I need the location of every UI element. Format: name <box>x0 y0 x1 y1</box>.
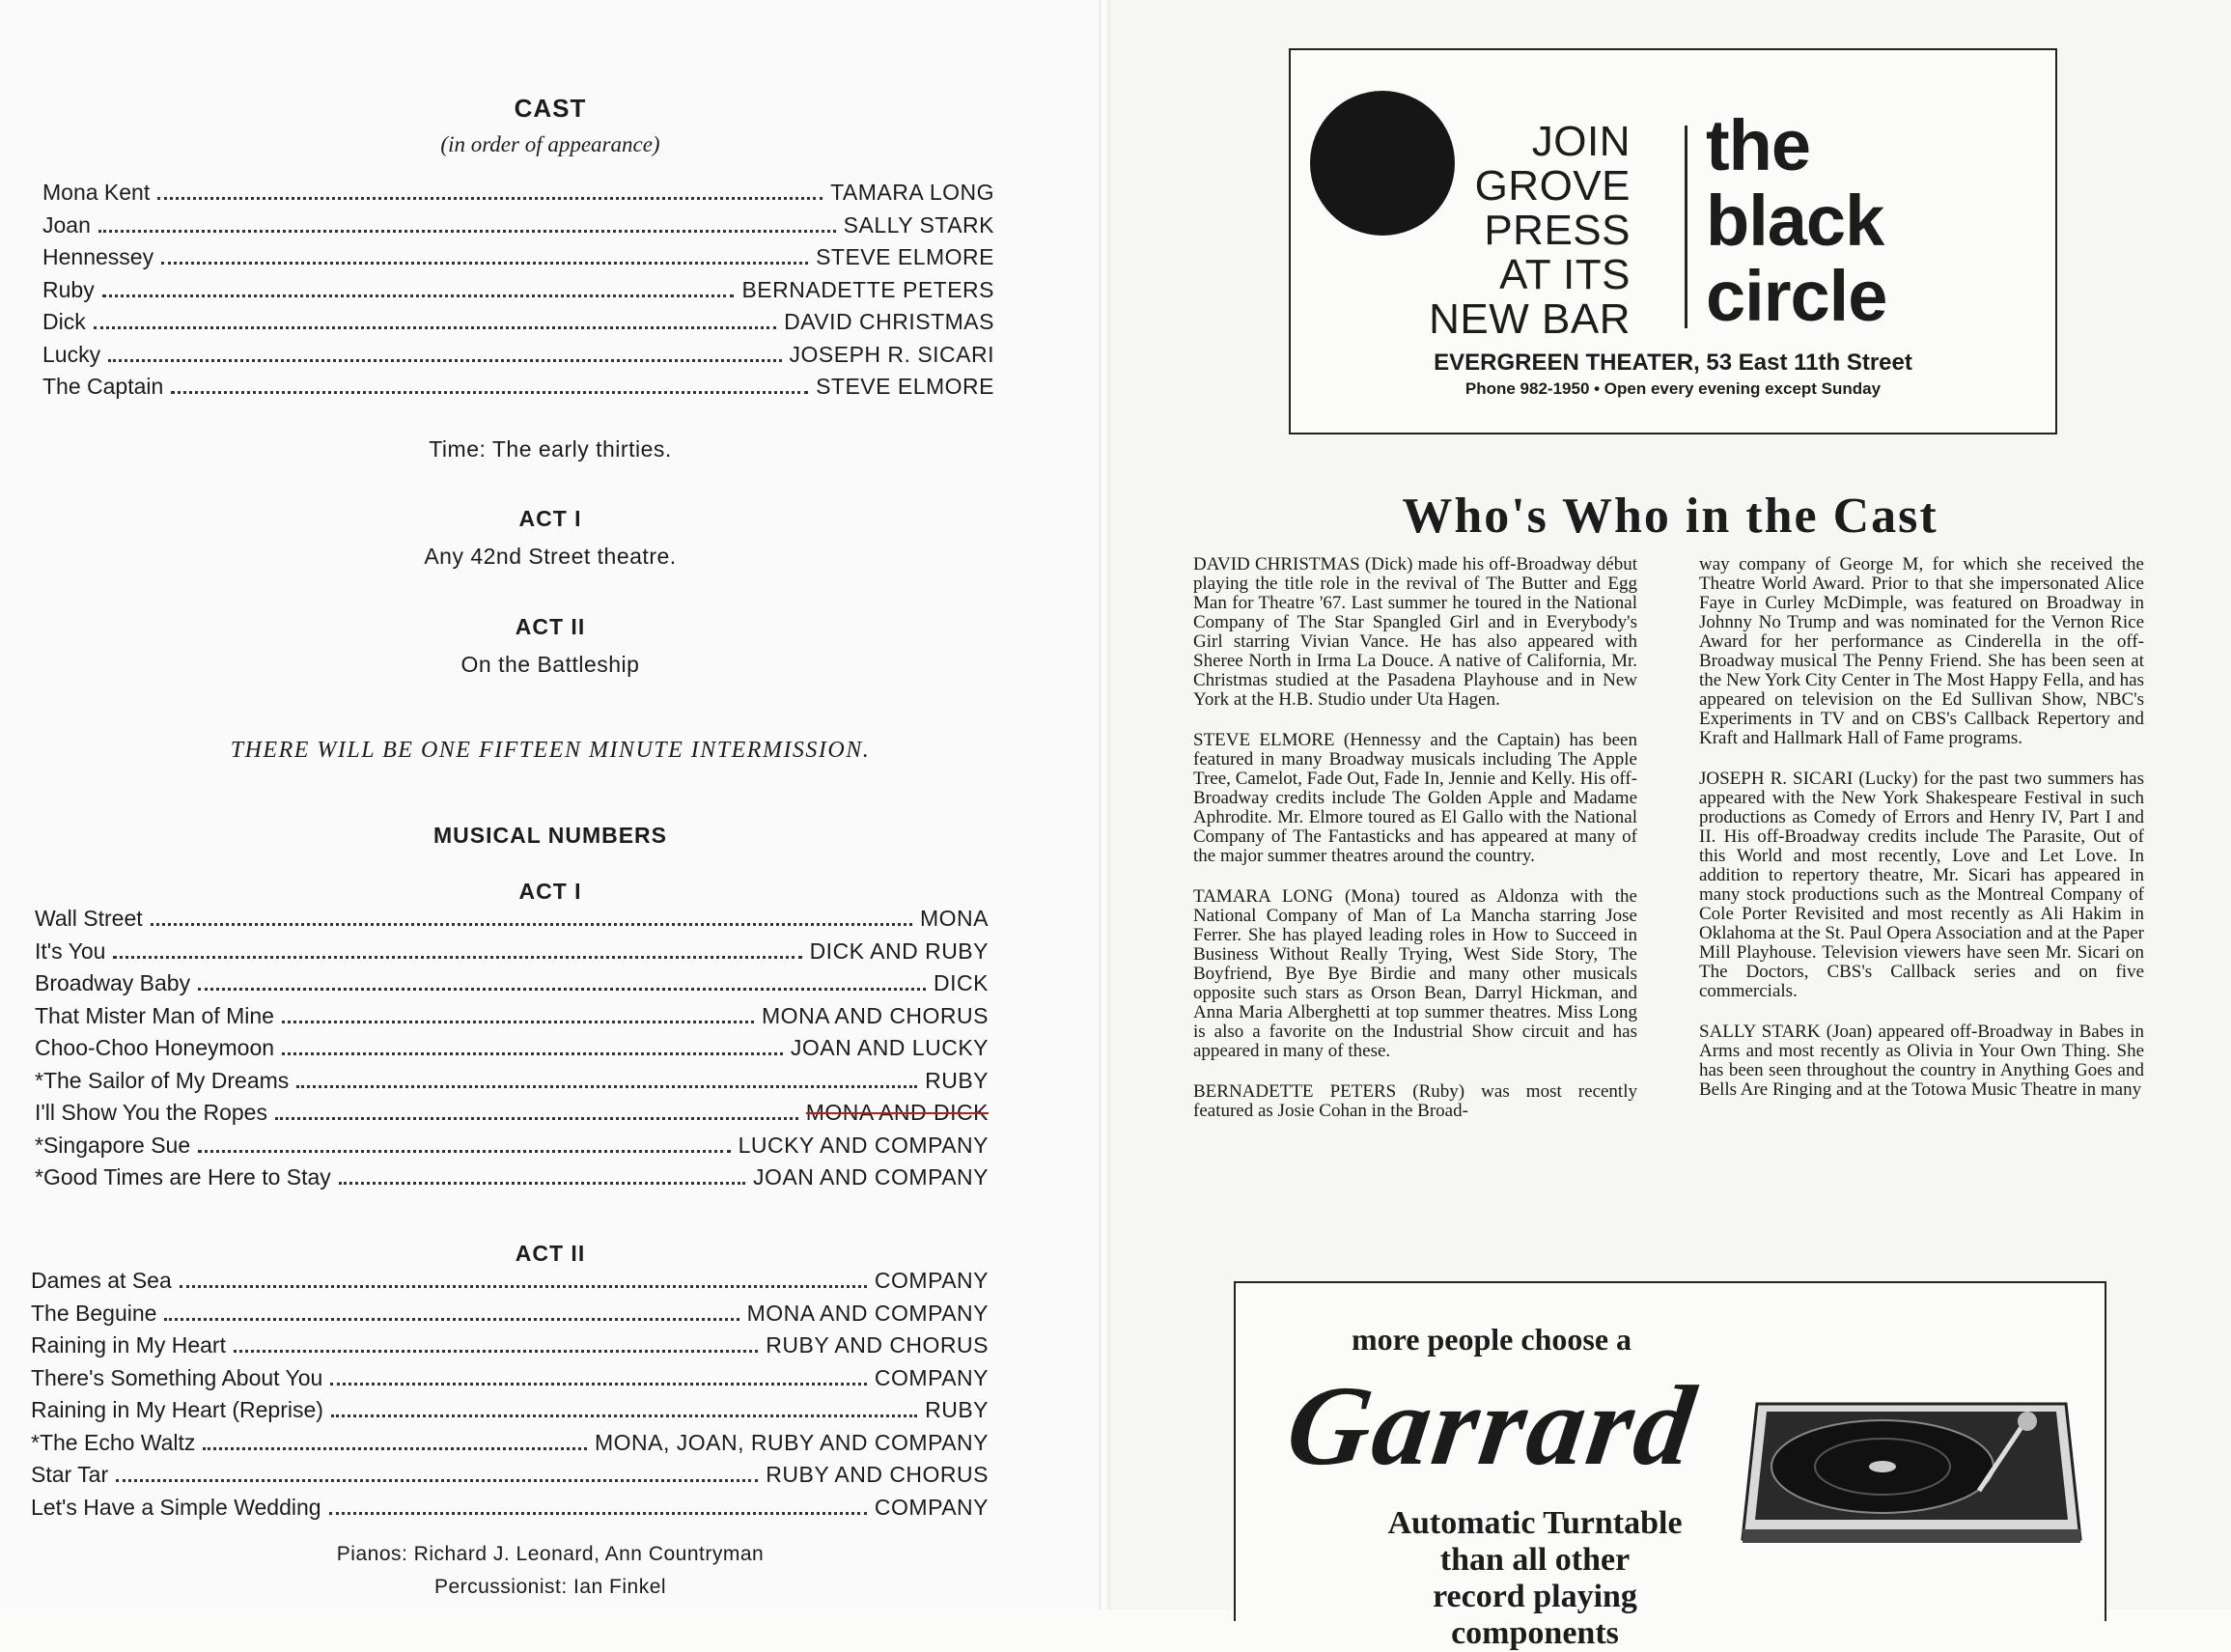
song-title: *The Echo Waltz <box>31 1429 196 1455</box>
song-row <box>31 1268 989 1294</box>
bio-steve-elmore: STEVE ELMORE (Hennessy and the Captain) has been featured in many Broadway musicals including The Apple Tree, Camelot, Fade Out, Fade In, Jennie and Kelly. His off-Broadway credits include The Golden Apple and Madame Aphrodite. Mr. Elmore toured as El Gallo with the National Company of The Fantasticks and has appeared at many of the major summer theatres around the country. <box>1193 730 1637 866</box>
leader-dots <box>94 326 776 329</box>
bio-bernadette-peters: BERNADETTE PETERS (Ruby) was most recently featured as Josie Cohan in the Broad- <box>1193 1081 1637 1121</box>
song-row <box>35 1068 989 1094</box>
song-title: It's You <box>35 938 106 964</box>
cast-row <box>42 277 994 303</box>
leader-dots <box>164 1318 739 1321</box>
leader-dots <box>203 1447 587 1450</box>
cast-row <box>42 180 994 206</box>
act2-setting: On the Battleship <box>460 652 640 677</box>
song-row <box>31 1495 989 1521</box>
song-row <box>35 970 989 996</box>
song-title: Let's Have a Simple Wedding <box>31 1494 321 1520</box>
song-performer: MONA AND CHORUS <box>762 1002 989 1028</box>
cast-performer: DAVID CHRISTMAS <box>784 309 994 334</box>
leader-dots <box>171 391 808 394</box>
leader-dots <box>329 1512 867 1515</box>
leader-dots <box>198 1150 730 1153</box>
song-title: Star Tar <box>31 1462 109 1487</box>
time-setting: Time: The early thirties. <box>429 436 672 462</box>
turntable-icon <box>1738 1375 2085 1549</box>
ad-divider <box>1685 126 1687 328</box>
cast-row <box>42 309 994 335</box>
song-performer: RUBY <box>925 1067 989 1093</box>
song-row <box>31 1430 989 1456</box>
song-row <box>35 1164 989 1190</box>
cast-performer: STEVE ELMORE <box>816 244 994 269</box>
song-title: Wall Street <box>35 906 143 931</box>
whos-who-right-column <box>1699 555 2144 1121</box>
whos-who-left-column <box>1193 555 1637 1142</box>
leader-dots <box>180 1285 867 1288</box>
song-performer: MONA <box>920 906 989 931</box>
song-title: Raining in My Heart (Reprise) <box>31 1397 323 1422</box>
leader-dots <box>296 1085 917 1088</box>
ad-phone: Phone 982-1950 • Open every evening except Sunday <box>1464 379 1882 398</box>
song-title: *Singapore Sue <box>35 1132 191 1158</box>
cast-performer: JOSEPH R. SICARI <box>789 341 994 367</box>
song-title: The Beguine <box>31 1300 157 1326</box>
pianos-credit: Pianos: Richard J. Leonard, Ann Countryman <box>336 1543 765 1565</box>
leader-dots <box>113 956 801 959</box>
cast-title: Joan <box>42 211 91 238</box>
bio-bernadette-peters-cont: way company of George M, for which she received the Theatre World Award. Prior to that she impersonated Alice Faye in Curley McDimple, was featured on Broadway in Johnny No Trump and was nominated for the Vernon Rice Award for her performance as Cinderella in the off-Broadway musical The Penny Friend. She has been seen at the New York City Center in The Most Happy Fella, and has appeared on television on the Ed Sullivan Show, NBC's Experiments in TV and on CBS's Callback Repertory and Kraft and Hallmark Hall of Fame programs. <box>1699 554 2144 748</box>
song-performer: MONA AND COMPANY <box>746 1300 989 1326</box>
cast-performer: TAMARA LONG <box>830 180 994 205</box>
leader-dots <box>108 359 781 362</box>
leader-dots <box>98 230 836 233</box>
song-performer: RUBY AND CHORUS <box>766 1462 989 1487</box>
song-row <box>35 906 989 932</box>
song-title: Broadway Baby <box>35 970 191 995</box>
song-title: *The Sailor of My Dreams <box>35 1067 290 1093</box>
song-title: Raining in My Heart <box>31 1332 226 1358</box>
leader-dots <box>234 1350 758 1353</box>
song-row <box>31 1462 989 1488</box>
song-title: Dames at Sea <box>31 1268 172 1293</box>
song-row <box>35 1100 989 1126</box>
song-performer: COMPANY <box>874 1494 989 1520</box>
leader-dots <box>198 988 926 991</box>
song-row <box>31 1332 989 1358</box>
cast-title: The Captain <box>42 374 164 399</box>
garrard-ad <box>1234 1281 2106 1651</box>
song-title: I'll Show You the Ropes <box>35 1100 267 1125</box>
act2-heading: ACT II <box>515 614 586 639</box>
leader-dots <box>157 197 823 200</box>
song-performer: RUBY AND CHORUS <box>766 1332 989 1358</box>
song-row <box>31 1365 989 1391</box>
cast-row <box>42 342 994 368</box>
leader-dots <box>116 1479 758 1482</box>
song-row <box>35 1003 989 1029</box>
song-row <box>35 1133 989 1159</box>
whos-who-title: Who's Who in the Cast <box>1402 489 1938 544</box>
leader-dots <box>331 1414 917 1417</box>
song-row <box>35 938 989 965</box>
bio-david-christmas: DAVID CHRISTMAS (Dick) made his off-Broadway début playing the title role in the revival of The Butter and Egg Man for Theatre '67. Last summer he toured in the National Company of The Star Spangled Girl and in Everybody's Girl starring Vivian Vance. He has also appeared with Sheree North in Irma La Douce. A native of California, Mr. Christmas studied at the Pasadena Playhouse and in New York at the H.B. Studio under Uta Hagen. <box>1193 554 1637 710</box>
leader-dots <box>275 1117 798 1120</box>
song-row <box>35 1035 989 1061</box>
song-title: There's Something About You <box>31 1364 323 1390</box>
numbers-act2-heading: ACT II <box>515 1241 586 1266</box>
cast-title: Ruby <box>42 276 95 302</box>
cast-heading: CAST <box>514 94 587 123</box>
song-performer: DICK AND RUBY <box>809 938 989 964</box>
musical-numbers-heading: MUSICAL NUMBERS <box>432 823 668 848</box>
act1-heading: ACT I <box>518 506 582 531</box>
song-title: Choo-Choo Honeymoon <box>35 1035 275 1060</box>
song-performer: LUCKY AND COMPANY <box>738 1132 989 1158</box>
percussionist-credit: Percussionist: Ian Finkel <box>433 1576 667 1598</box>
ad-address: EVERGREEN THEATER, 53 East 11th Street <box>1434 350 1912 376</box>
song-performer: COMPANY <box>874 1268 989 1293</box>
numbers-act1-heading: ACT I <box>518 879 582 904</box>
song-title: That Mister Man of Mine <box>35 1002 274 1028</box>
song-title: *Good Times are Here to Stay <box>35 1164 331 1190</box>
cast-row <box>42 374 994 400</box>
the-black-circle-title: the black circle <box>1706 105 1887 336</box>
leader-dots <box>282 1052 783 1055</box>
garrard-tagline-top: more people choose a <box>1352 1322 1632 1357</box>
cast-subheading: (in order of appearance) <box>440 132 660 156</box>
leader-dots <box>282 1021 754 1023</box>
leader-dots <box>102 294 735 297</box>
song-performer: RUBY <box>925 1397 989 1422</box>
song-performer: MONA AND DICK <box>805 1100 989 1125</box>
program-right-page <box>1110 0 2231 1651</box>
leader-dots <box>161 262 808 265</box>
cast-performer: STEVE ELMORE <box>816 374 994 399</box>
song-performer: MONA, JOAN, RUBY AND COMPANY <box>594 1429 989 1455</box>
intermission-note: THERE WILL BE ONE FIFTEEN MINUTE INTERMISSION. <box>230 738 871 763</box>
song-performer: COMPANY <box>874 1364 989 1390</box>
garrard-logo: Garrard <box>1279 1362 1705 1489</box>
song-performer: JOAN AND LUCKY <box>790 1035 989 1060</box>
song-row <box>31 1301 989 1327</box>
song-row <box>31 1397 989 1423</box>
song-performer: JOAN AND COMPANY <box>753 1164 989 1190</box>
cast-title: Hennessey <box>42 244 154 269</box>
cast-title: Dick <box>42 309 86 334</box>
act1-setting: Any 42nd Street theatre. <box>424 544 677 569</box>
cast-row <box>42 212 994 238</box>
cast-title: Mona Kent <box>42 180 151 205</box>
garrard-tagline-bottom: Automatic Turntable than all other record playing components <box>1387 1505 1683 1651</box>
cast-performer: BERNADETTE PETERS <box>741 276 994 302</box>
grove-press-ad <box>1289 48 2057 434</box>
leader-dots <box>151 923 912 926</box>
bio-joseph-sicari: JOSEPH R. SICARI (Lucky) for the past two summers has appeared with the New York Shakespeare Festival in such productions as Comedy of Errors and Henry IV, Part I and II. His off-Broadway credits include The Parasite, Out of this World and most recently, Love and Let Love. In addition to repertory theatre, Mr. Sicari has appeared in many stock productions such as the Montreal Company of Cole Porter Revisited and most recently as Ali Hakim in Oklahoma at the St. Paul Opera Association and at the Paper Mill Playhouse. Television viewers have seen Mr. Sicari on The Doctors, CBS's Callback series and on five commercials. <box>1699 769 2144 1001</box>
cast-title: Lucky <box>42 341 101 367</box>
join-grove-press-text: JOIN GROVE PRESS AT ITS NEW BAR <box>1429 118 1631 343</box>
song-performer: DICK <box>934 970 989 995</box>
leader-dots <box>339 1182 745 1185</box>
program-left-page <box>0 0 1101 1610</box>
cast-row <box>42 244 994 270</box>
cast-performer: SALLY STARK <box>843 211 994 238</box>
leader-dots <box>330 1383 867 1386</box>
bio-tamara-long: TAMARA LONG (Mona) toured as Aldonza with the National Company of Man of La Mancha starring Jose Ferrer. She has played leading roles in How to Succeed in Business Without Really Trying, West Side Story, The Boyfriend, Bye Bye Birdie and many other musicals opposite such stars as Orson Bean, Darryl Hickman, and Anna Maria Alberghetti at top summer theatres. Miss Long is also a favorite on the Industrial Show circuit and has appeared in many of these. <box>1193 886 1637 1061</box>
bio-sally-stark: SALLY STARK (Joan) appeared off-Broadway in Babes in Arms and most recently as Olivia in Your Own Thing. She has been seen throughout the country in Anything Goes and Bells Are Ringing and at the Totowa Music Theatre in many <box>1699 1022 2144 1100</box>
